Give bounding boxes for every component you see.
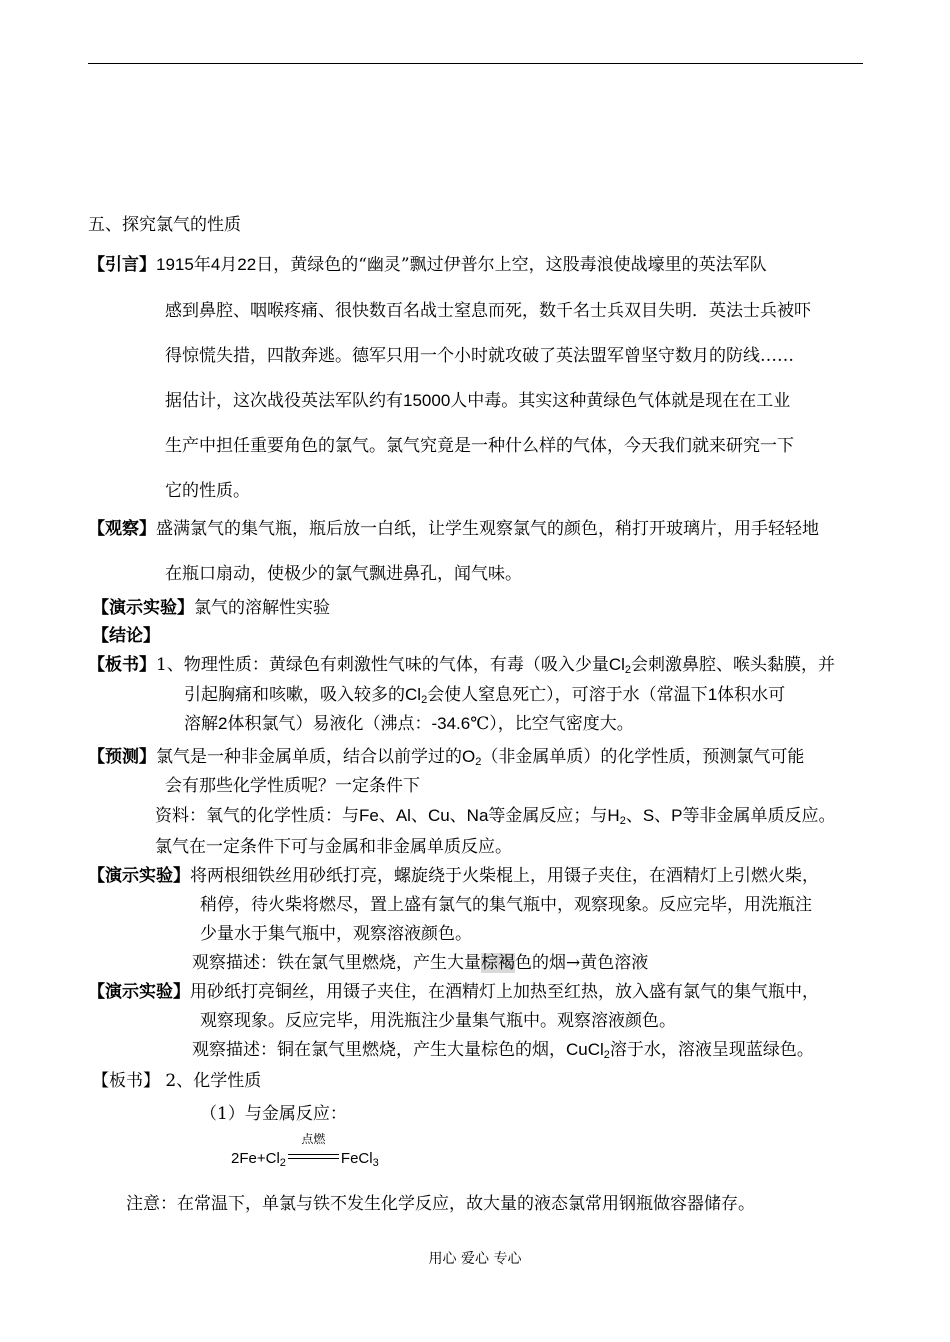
predict-line-2: 会有那些化学性质呢？一定条件下: [165, 776, 420, 796]
demo2-tag: 【演示实验】: [88, 866, 190, 886]
demo2-observation: 观察描述：铁在氯气里燃烧，产生大量棕褐色的烟→黄色溶液: [192, 953, 649, 973]
observe-line-2: 在瓶口扇动，使极少的氯气飘进鼻孔，闻气味。: [165, 564, 522, 584]
equals-bars: [288, 1154, 339, 1159]
highlighted-word: 棕褐: [481, 953, 515, 973]
section-title: 五、探究氯气的性质: [88, 215, 241, 235]
board2-tag: 【板书】: [92, 1071, 160, 1091]
predict-line-3: 资料：氧气的化学性质：与Fe、Al、Cu、Na等金属反应；与$H_2$、S、P等非金属单质反应。: [155, 806, 836, 827]
board1-line-3: 溶解2体积氯气）易液化（沸点：-34.6℃），比空气密度大。: [184, 714, 634, 734]
intro-tag: 【引言】: [88, 255, 156, 275]
demo3-line-2: 观察现象。反应完毕，用洗瓶注少量集气瓶中。观察溶液颜色。: [200, 1011, 676, 1031]
intro-line-5: 生产中担任重要角色的氯气。氯气究竟是一种什么样的气体，今天我们就来研究一下: [165, 436, 794, 456]
demo1-tag: 【演示实验】: [92, 598, 194, 618]
predict-tag: 【预测】: [88, 747, 156, 767]
intro-line-3: 得惊慌失措，四散奔逃。德军只用一个小时就攻破了英法盟军曾坚守数月的防线……: [165, 346, 794, 366]
board2-subheading: （1）与金属反应：: [200, 1104, 347, 1124]
board1-tag: 【板书】: [88, 655, 156, 675]
header-rule: [88, 63, 863, 64]
board1-line-2: 引起胸痛和咳嗽，吸入较多的$Cl_2$会使人窒息死亡），可溶于水（常温下1体积水可: [184, 685, 786, 706]
demo3-line-1: 【演示实验】用砂纸打亮铜丝，用镊子夹住，在酒精灯上加热至红热，放入盛有氯气的集气瓶中，: [88, 982, 819, 1002]
conclusion-tag: 【结论】: [92, 626, 160, 646]
conclusion-line: [92, 626, 160, 646]
chemical-equation: $2Fe+Cl_2$ 点燃 FeCl$_3$: [231, 1132, 379, 1169]
predict-line-4: 氯气在一定条件下可与金属和非金属单质反应。: [155, 837, 512, 857]
demo2-line-2: 稍停，待火柴将燃尽，置上盛有氯气的集气瓶中，观察现象。反应完毕，用洗瓶注: [200, 895, 812, 915]
page-footer: 用心 爱心 专心: [428, 1251, 522, 1267]
board1-line-1: 【板书】1、物理性质：黄绿色有刺激性气味的气体，有毒（吸入少量$Cl_2$会刺激鼻腔、喉头黏膜，并: [88, 655, 836, 676]
observe-tag: 【观察】: [88, 519, 156, 539]
intro-line-6: 它的性质。: [165, 481, 250, 501]
intro-line-4: 据估计，这次战役英法军队约有15000人中毒。其实这种黄绿色气体就是现在在工业: [165, 391, 791, 411]
predict-line-1: 【预测】氯气是一种非金属单质，结合以前学过的$O_2$（非金属单质）的化学性质，预测氯气可能: [88, 747, 805, 768]
note-line: 注意：在常温下，单氯与铁不发生化学反应，故大量的液态氯常用钢瓶做容器储存。: [126, 1194, 755, 1214]
intro-line-1: 【引言】1915年4月22日，黄绿色的“幽灵”飘过伊普尔上空，这股毒浪使战壕里的英法军队: [88, 255, 767, 275]
intro-line-2: 感到鼻腔、咽喉疼痛、很快数百名战士窒息而死，数千名士兵双目失明．英法士兵被吓: [165, 301, 811, 321]
demo2-line-3: 少量水于集气瓶中，观察溶液颜色。: [200, 924, 472, 944]
board2-line: 【板书】 2、化学性质: [92, 1071, 262, 1091]
demo2-line-1: 【演示实验】将两根细铁丝用砂纸打亮，螺旋绕于火柴棍上，用镊子夹住，在酒精灯上引燃火柴，: [88, 866, 819, 886]
demo1-line: 【演示实验】氯气的溶解性实验: [92, 598, 330, 618]
reaction-condition: 点燃: [286, 1145, 341, 1163]
demo3-tag: 【演示实验】: [88, 982, 190, 1002]
demo3-observation: 观察描述：铜在氯气里燃烧，产生大量棕色的烟，CuCl$_2$溶于水，溶液呈现蓝绿色。: [192, 1040, 814, 1061]
observe-line-1: 【观察】盛满氯气的集气瓶，瓶后放一白纸，让学生观察氯气的颜色，稍打开玻璃片，用手轻轻地: [88, 519, 819, 539]
